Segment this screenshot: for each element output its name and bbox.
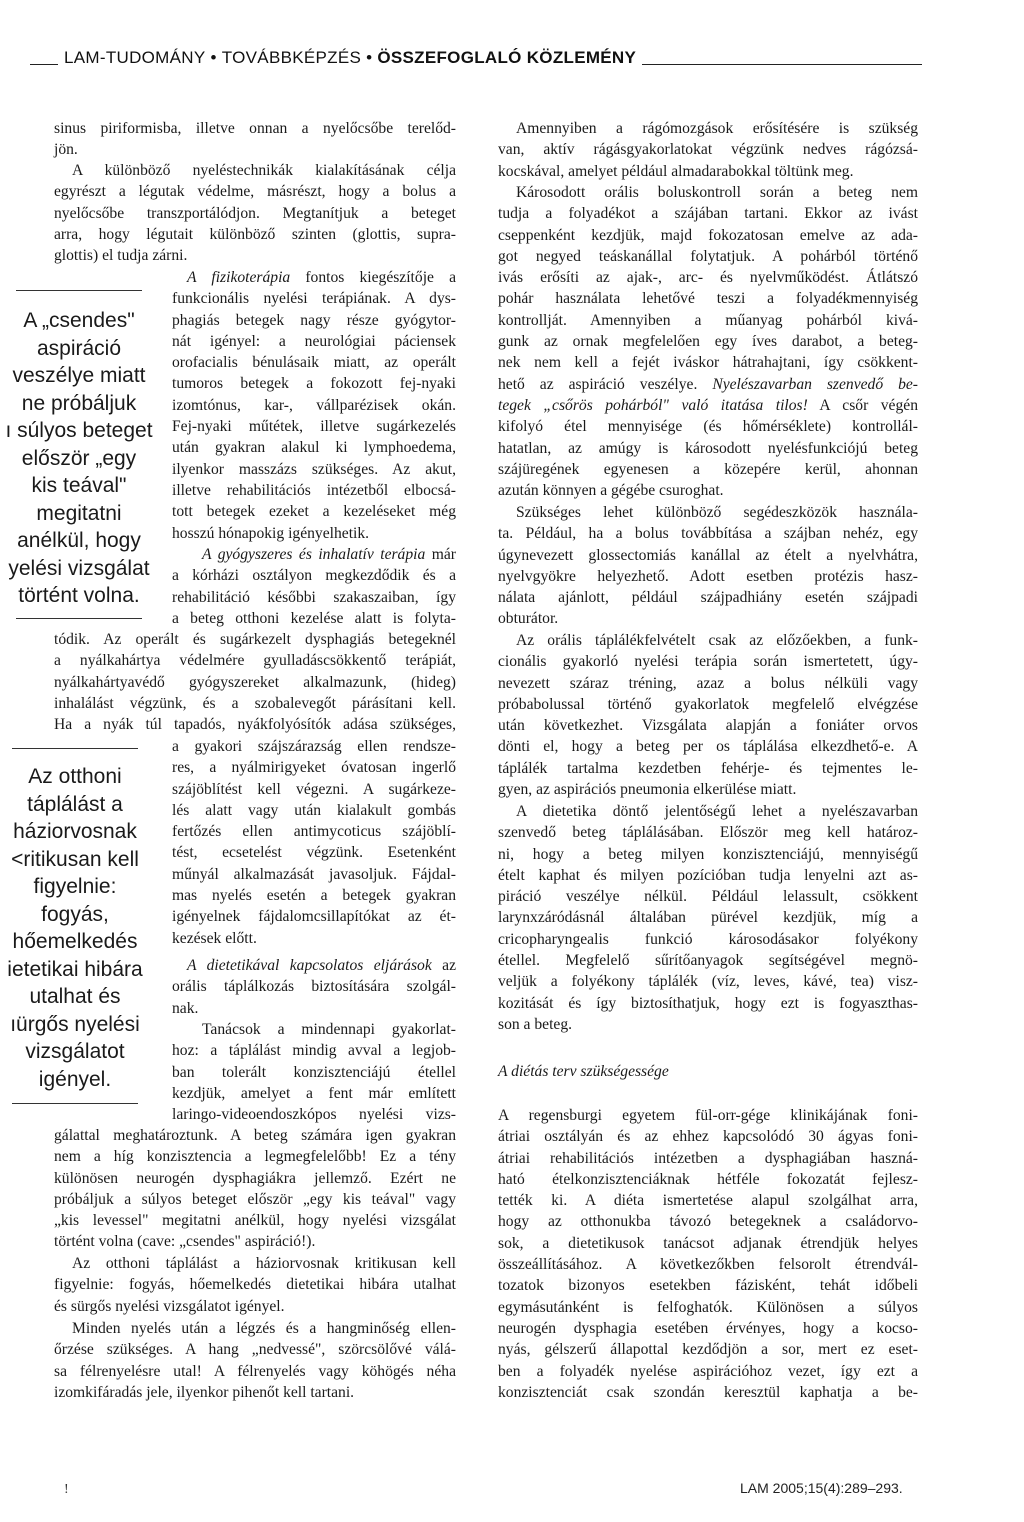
right-paragraph-1 xyxy=(498,118,918,182)
pullquote-line: figyelnie: xyxy=(33,875,117,898)
header-separator: • xyxy=(366,48,373,67)
left-paragraph-dietetics xyxy=(172,955,456,1019)
text-line: különösen neurogén dysphagiákra jellemző. Ezért ne xyxy=(54,1169,456,1187)
text-line: res, a nyálmirigyeket óvatosan ingerlő xyxy=(172,759,456,777)
header-separator: • xyxy=(210,48,217,67)
text-line: sa félrenyelésre utal! A félrenyelés vagy köhögés néha xyxy=(54,1362,456,1380)
text-line: kozitását és így biztosíthatjuk, hogy ezt is fogyaszthas- xyxy=(498,994,918,1012)
text-line: Károsodott orális boluskontroll során a beteg nem xyxy=(516,184,918,201)
left-paragraph-physiotherapy xyxy=(172,267,456,544)
text-line: gunk az ornak megfelelően egy íves darabot, a beteg- xyxy=(498,333,918,351)
medication-line: már xyxy=(425,546,456,563)
pullquote-line: utalhat és xyxy=(29,985,121,1008)
physiotherapy-line: fontos kiegészítője a xyxy=(290,269,456,286)
left-paragraph-medication xyxy=(172,544,456,629)
text-line: átriai osztályán és az ehhez kapcsolódó 30 ágyas foni- xyxy=(498,1128,918,1146)
text-line: Minden nyelés után a légzés és a hangminőség ellen- xyxy=(72,1320,456,1337)
pullquote-rule-top xyxy=(16,290,142,291)
text-line: őrzése szükséges. A hang „nedvessé", szörcsölővé válá- xyxy=(54,1341,456,1359)
text-line: étellel. Megfelelő sűrítőanyagok segítségével megnö- xyxy=(498,952,918,970)
left-paragraph-advice xyxy=(172,1019,456,1125)
text-line: táplálék tartalma kezdetben fehérje- és tejmentes le- xyxy=(498,759,918,777)
text-line: összeállításához. A következőkben felsorolt étrendvál- xyxy=(498,1256,918,1274)
text-line: „kis levessel" megitatni anélkül, hogy nyelési vizsgálat xyxy=(54,1212,456,1230)
text-line: cionális gyakorló nyelési terápia során ismertetett, úgy- xyxy=(498,653,918,671)
text-line: kontrollját. Amennyiben a műanyag pohárból kivá- xyxy=(498,311,918,329)
text-line: ivás erősíti az ajak-, arc- és nyelvműködést. Átlátszó xyxy=(498,269,918,287)
text-line: veljük a folyékony táplálék (víz, leves, kávé, tea) visz- xyxy=(498,973,918,991)
text-line: Amennyiben a rágómozgások erősítésére is szükség xyxy=(516,120,918,137)
text-line: egyrészt a légutak védelme, másrészt, hogy a bolus a xyxy=(54,183,456,201)
text-line: után következhet. Vizsgálata alapján a foniáter orvos xyxy=(498,717,918,735)
left-paragraph-2 xyxy=(54,160,456,266)
text-line: gálattal meghatároztunk. A beteg számára igen gyakran xyxy=(54,1127,456,1144)
text-line: tudja a folyadékot a szájában tartani. Ekkor az ivást xyxy=(498,205,918,223)
text-line: nálata ajánlott, például szájpadhiány esetén szájpadi xyxy=(498,589,918,607)
text-line: kifolyó étel mennyisége (és hőmérséklete) kontrollál- xyxy=(498,418,918,436)
text-line: illetve rehabilitációs intézetből elbocsá- xyxy=(172,481,456,499)
pullquote-line: háziorvosnak xyxy=(13,820,137,843)
text-line: Az otthoni táplálást a háziorvosnak kritikusan kell xyxy=(72,1255,456,1272)
text-line: van, aktív rágásgyakorlatokat végzünk nedves rágózsá- xyxy=(498,141,918,159)
pullquote-line: A „csendes" xyxy=(23,309,135,332)
header-part-1: LAM-TUDOMÁNY xyxy=(64,48,206,67)
right-p2-warning: tegek „csőrös pohárból" való itatása tilos! xyxy=(498,396,808,414)
text-line: A dietetika döntő jelentőségű lehet a nyelészavarban xyxy=(516,803,918,820)
text-line: Ha a nyák túl tapadós, nyákfolyósítók adása szükséges, xyxy=(54,716,456,734)
text-line: után gyakran alakul ki lymphoedema, xyxy=(172,439,456,457)
left-paragraph-1 xyxy=(54,118,456,161)
right-paragraph-5 xyxy=(498,801,918,1035)
pullquote-line: ietetikai hibára xyxy=(7,957,143,981)
text-line: ételt kaphat és milyen pozícióban tudja lenyelni azt as- xyxy=(498,866,918,884)
text-line: konzisztenciát csak szondán keresztül kaphatja a be- xyxy=(498,1383,918,1401)
text-line: ban tolerált konzisztenciájú étellel xyxy=(172,1063,456,1081)
pullquote-rule-top xyxy=(12,748,138,749)
text-line: ilyenkor masszázs szükséges. Az akut, xyxy=(172,460,456,478)
header-part-3: ÖSSZEFOGLALÓ KÖZLEMÉNY xyxy=(377,48,637,67)
pullquote-silent-aspiration xyxy=(0,290,158,619)
right-paragraph-4 xyxy=(498,630,918,800)
text-line: sok, a dietetikusok tanácsot adjanak étrendjük helyes xyxy=(498,1234,918,1252)
header-part-2: TOVÁBBKÉPZÉS xyxy=(221,48,362,67)
dietetics-lead: A dietetikával kapcsolatos eljárások xyxy=(187,957,432,974)
text-line: rehabilitáció későbbi szakaszaiban, így xyxy=(172,588,456,606)
text-line: funkcionális nyelési terápiának. A dys- xyxy=(172,290,456,308)
left-paragraph-home-feeding xyxy=(54,1253,456,1317)
text-line: pohár használata lehetővé teszi a folyadékmennyiség xyxy=(498,290,918,308)
pullquote-line: anélkül, hogy xyxy=(17,529,141,552)
text-line: nem a híg konzisztencia a legmegfelelőbb! Ez a tény xyxy=(54,1148,456,1166)
text-line: szájüregének egyenesen a közepére kerül, ahonnan xyxy=(498,460,918,478)
text-line: figyelnie: fogyás, hőemelkedés dietetikai hibára utalhat xyxy=(54,1276,456,1294)
text-line: tozatok bizonyos esetekben fázisként, tehát időbeli xyxy=(498,1277,918,1295)
text-line: orális táplálkozás biztosítására szolgál- xyxy=(172,978,456,996)
section-heading: A diétás terv szükségessége xyxy=(498,1063,669,1080)
pullquote-line: történt volna. xyxy=(18,584,140,607)
text-line: Az orális táplálékfelvételt csak az előzőekben, a funk- xyxy=(516,632,918,649)
right-paragraph-6 xyxy=(498,1105,918,1403)
text-line: nak. xyxy=(172,999,199,1017)
pullquote-line: kis teával" xyxy=(31,474,127,497)
text-line: larynxzáródásnál általában pürével kezdjük, míg a xyxy=(498,909,918,927)
right-paragraph-3 xyxy=(498,502,918,630)
text-line: A regensburgi egyetem fül-orr-gége klinikájának foni- xyxy=(498,1107,918,1124)
text-line: son a beteg. xyxy=(498,1015,573,1033)
pullquote-line: vizsgálatot xyxy=(25,1040,125,1063)
pullquote-line: igényel. xyxy=(38,1067,112,1091)
text-line: sinus piriformisba, illetve onnan a nyelőcsőbe terelőd- xyxy=(54,120,456,137)
pullquote-line: táplálást a xyxy=(27,792,123,816)
text-line: hatatlan, az amúgy is károsodott nyelésfunkciójú beteg xyxy=(498,439,918,457)
header-text xyxy=(64,48,640,68)
text-line: mas nyelés esetén a betegek gyakran xyxy=(172,887,456,905)
pullquote-line: aspiráció xyxy=(36,336,122,360)
text-line: hosszú hónapokig igényelhetik. xyxy=(172,524,370,542)
text-line: ni, hogy a beteg milyen konzisztenciájú, mennyiségű xyxy=(498,845,918,863)
pullquote-line: fogyás, xyxy=(41,902,109,926)
text-line: fertőzés ellen antimycoticus szájöblí- xyxy=(172,823,456,841)
text-line: ható ételkonzisztenciáknak hétféle fokozatát fejlesz- xyxy=(498,1170,918,1188)
text-line: azután könnyen a gégébe csuroghat. xyxy=(498,482,724,500)
text-line: átriai rehabilitációs intézetben a dysphagiában haszná- xyxy=(498,1149,918,1167)
text-line: inhalálást végzünk, és a szobalevegőt párásítani kell. xyxy=(54,694,456,712)
text-line: próbáljuk a súlyos beteget először „egy kis teával" vagy xyxy=(54,1190,456,1208)
text-line: a gyakori szájszárazság ellen rendsze- xyxy=(172,738,456,755)
text-line: kezések előtt. xyxy=(172,929,257,947)
text-line: nyás, gélszerű állapottal kezdődjön a sor, mert ez eset- xyxy=(498,1341,918,1359)
header-rule-left xyxy=(30,64,58,65)
text-line: tést, ecsetelést végzünk. Esetenként xyxy=(172,844,456,862)
pullquote-line: veszélye miatt xyxy=(12,364,146,387)
pullquote-line: először „egy xyxy=(21,446,137,470)
text-line: a beteg otthoni kezelése alatt is folyta- xyxy=(172,609,456,627)
text-line: neurogén dysphagia esetében érvényes, hogy a kocso- xyxy=(498,1319,918,1337)
text-line: laringo-videoendoszkópos nyelési vizs- xyxy=(172,1106,456,1124)
text-line: cseppenként kezdjük, majd fokozatosan emelve az ada- xyxy=(498,226,918,244)
text-line: nyálkahártyavédő gyógyszereket alkalmazunk, (hideg) xyxy=(54,673,456,691)
text-line: izomkifáradás jele, ilyenkor pihenőt kell tartani. xyxy=(54,1383,355,1401)
left-paragraph-medication-cont xyxy=(54,629,456,735)
text-line: nek nem kell a fejét iváskor hátrahajtani, így csökkent- xyxy=(498,354,918,372)
text-line: szenvedő beteg táplálásában. Először meg kell határoz- xyxy=(498,824,918,842)
text-line: cricopharyngealis funkció károsodásakor folyékony xyxy=(498,930,918,948)
pullquote-line: ıürgős nyelési xyxy=(10,1012,140,1036)
text-line: Fej-nyaki műtétek, illetve sugárkezelés xyxy=(172,418,456,436)
pullquote-line: hőemelkedés xyxy=(12,930,138,953)
text-line: lés alatt vagy után kialakult gombás xyxy=(172,801,456,819)
text-line: hoz: a táplálást mindig avval a legjob- xyxy=(172,1042,456,1060)
text-line: ben a folyadék nyelése aspirációhoz vezet, így ezt a xyxy=(498,1362,918,1380)
text-line: arra, hogy légutait különböző szinten (glottis, supra- xyxy=(54,225,456,243)
text-line: tódik. Az operált és sugárkezelt dysphagiás betegeknél xyxy=(54,631,456,648)
pullquote-line: Az otthoni xyxy=(28,765,122,788)
header-rule-right xyxy=(642,64,922,65)
right-p2-mixed-italic: Nyelészavarban szenvedő be- xyxy=(712,375,918,393)
text-line: műnyál alkalmazását javasoljuk. Fájdal- xyxy=(172,865,456,883)
text-line: tott betegek ezeket a kezeléseket még xyxy=(172,503,456,521)
text-line: kocskával, amelyet például almadarabokkal töltünk meg. xyxy=(498,162,854,180)
text-line: nyelőcsőbe transzportálódjon. Megtanítjuk a beteget xyxy=(54,204,456,222)
left-paragraph-advice-cont xyxy=(54,1125,456,1253)
pullquote-home-feeding xyxy=(0,748,150,1104)
footer-citation: LAM 2005;15(4):289–293. xyxy=(740,1480,903,1496)
text-line: phagiás betegek nagy része gyógytor- xyxy=(172,311,456,329)
text-line: obturátor. xyxy=(498,610,559,628)
pullquote-line: yelési vizsgálat xyxy=(8,556,150,580)
text-line: ta. Például, ha a bolus továbbítása a szájban nehéz, egy xyxy=(498,525,918,543)
pullquote-line: ı súlyos beteget xyxy=(5,419,153,442)
text-line: egymásutánként is felfoghatók. Különösen a súlyos xyxy=(498,1298,918,1316)
text-line: a nyálkahártya védelmére gyulladáscsökkentő terápiát, xyxy=(54,652,456,670)
right-p2-mixed-normal2: A csőr végén xyxy=(807,396,918,414)
text-line: glottis) el tudja zárni. xyxy=(54,247,188,265)
medication-lead: A gyógyszeres és inhalatív terápia xyxy=(202,546,426,563)
text-line: piráció veszélye nélkül. Például lelassult, csökkent xyxy=(498,888,918,906)
text-line: izomtónus, kar-, vállparézisek okán. xyxy=(172,396,456,414)
text-line: A különböző nyeléstechnikák kialakításának célja xyxy=(72,162,456,179)
text-line: történt volna (cave: „csendes" aspiráció!). xyxy=(54,1233,316,1251)
text-line: igényelnek fájdalomcsillapítókat az ét- xyxy=(172,908,456,926)
text-line: Szükséges lehet különböző segédeszközök használa- xyxy=(516,504,918,521)
right-p2-mixed-normal: hető az aspiráció veszélye. xyxy=(498,375,713,393)
pullquote-line: megitatni xyxy=(36,501,122,525)
right-paragraph-2 xyxy=(498,182,918,501)
pullquote-line: <ritikusan kell xyxy=(11,847,139,871)
text-line: tették ki. A diéta ismertetése alapul szolgálhat arra, xyxy=(498,1192,918,1210)
running-header xyxy=(30,48,922,74)
text-line: Tanácsok a mindennapi gyakorlat- xyxy=(202,1021,456,1038)
pullquote-rule-bottom xyxy=(12,1103,138,1104)
left-paragraph-medication-cont2 xyxy=(172,736,456,949)
text-line: a kórházi osztályon megkezdődik és a xyxy=(172,567,456,585)
footer-mark: ! xyxy=(64,1482,69,1497)
text-line: hogy az otthonukba távozó betegeknek a családorvo- xyxy=(498,1213,918,1231)
text-line: gyen, az aspirációs pneumonia elkerülése miatt. xyxy=(498,781,797,799)
pullquote-rule-bottom xyxy=(16,618,142,619)
text-line: szájöblítést kell végezni. A sugárkeze- xyxy=(172,780,456,798)
text-line: orofacialis bénulásaik miatt, az operált xyxy=(172,354,456,372)
pullquote-line: ne próbáljuk xyxy=(21,391,137,415)
text-line: nyelvgyökre helyezhető. Adott esetben protézis hasz- xyxy=(498,567,918,585)
text-line: nevezett száraz tréning, azaz a bolus nélküli vagy xyxy=(498,674,918,692)
text-line: kezdjük, amelyet a fent már említett xyxy=(172,1084,456,1102)
text-line: úgynevezett glossectomiás kanállal az ételt a nyelvhátra, xyxy=(498,546,918,564)
text-line: jön. xyxy=(54,141,78,159)
dietetics-line: az xyxy=(431,957,456,974)
text-line: got negyed teáskanállal folytatjuk. A pohárból történő xyxy=(498,247,918,265)
text-line: és sürgős nyelési vizsgálatot igényel. xyxy=(54,1297,285,1315)
text-line: nát igényel: a neurológiai páciensek xyxy=(172,332,456,350)
left-paragraph-breathing xyxy=(54,1318,456,1403)
physiotherapy-lead: A fizikoterápia xyxy=(187,269,291,286)
text-line: próbabolussal történő gyakorlatok megfelelő elvégzése xyxy=(498,695,918,713)
text-line: tumoros betegek a fokozott fej-nyaki xyxy=(172,375,456,393)
text-line: dönti el, hogy a beteg per os táplálása elkezdhető-e. A xyxy=(498,738,918,756)
